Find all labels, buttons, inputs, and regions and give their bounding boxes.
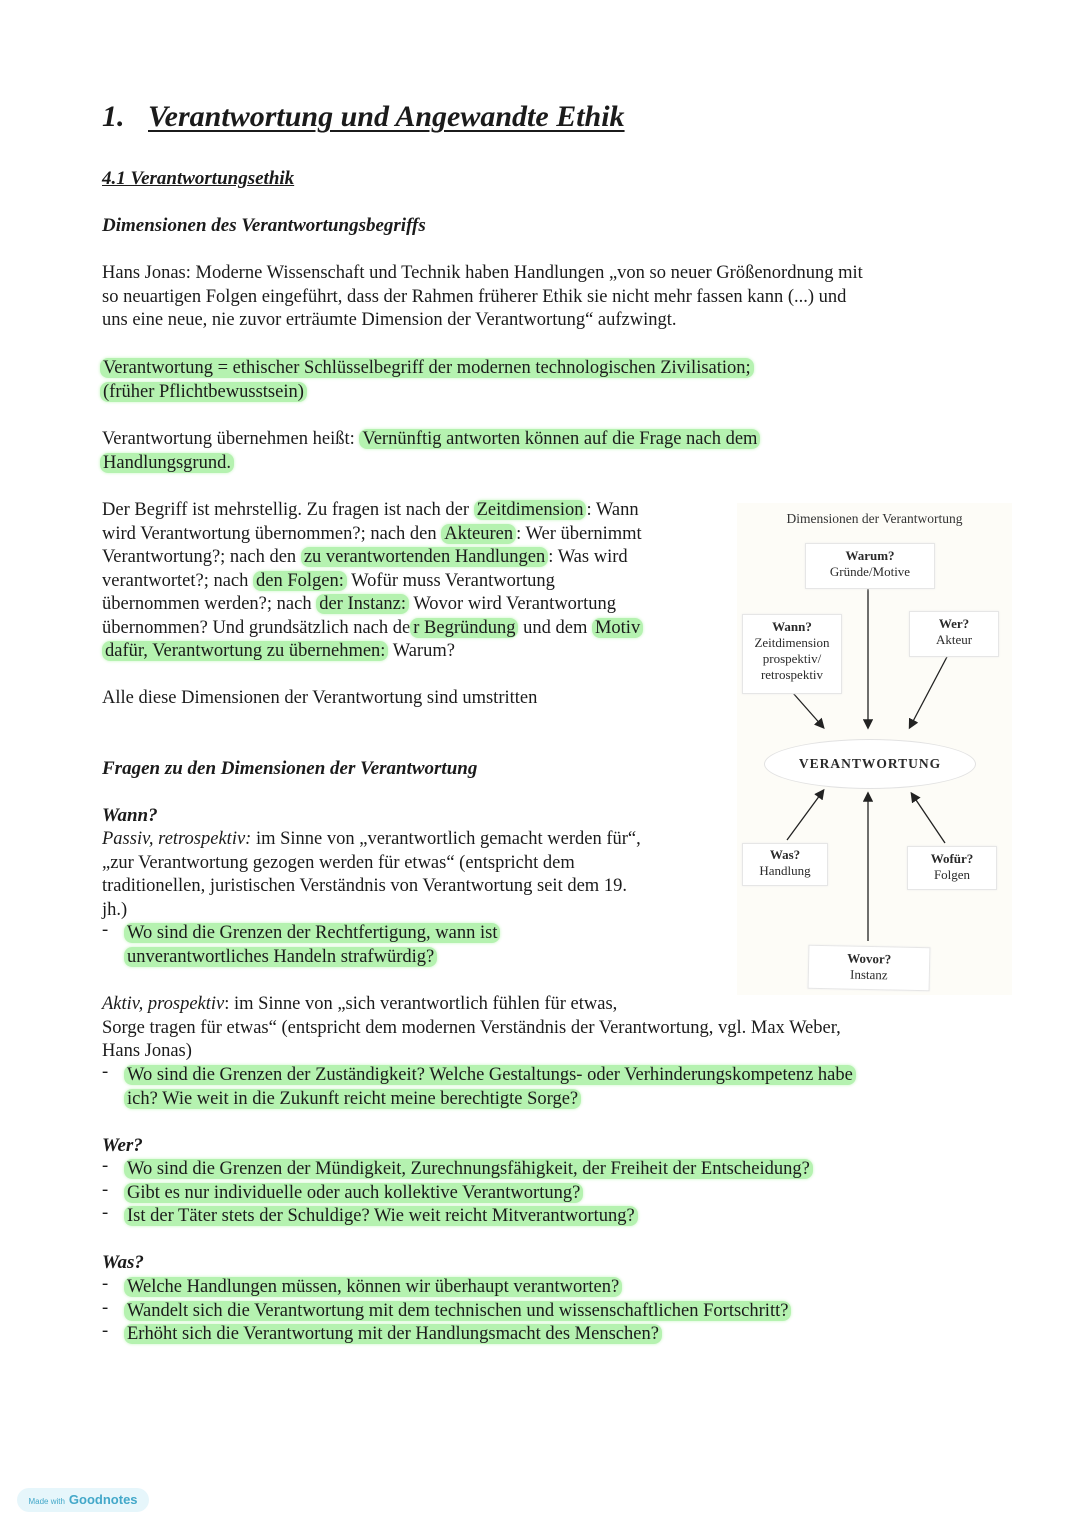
text: Verantwortung?; nach den [102,547,301,567]
diagram-node-wann [742,614,842,694]
node-label: Folgen [933,867,971,882]
highlighted-text: den Folgen: [253,571,347,591]
diagram-node-wofuer [907,846,997,890]
bullet-dash: - [102,1179,109,1200]
text-line: Hans Jonas: Moderne Wissenschaft und Technik haben Handlungen „von so neuer Größenordnung mit [102,263,863,283]
highlighted-text: Erhöht sich die Verantwortung mit der Handlungsmacht des Menschen? [124,1324,662,1344]
node-question: Wovor? [847,950,892,967]
text: : Wann [586,500,639,520]
highlighted-text: Verantwortung = ethischer Schlüsselbegriff der modernen technologischen Zivilisation; [100,358,754,378]
text: Der Begriff ist mehrstellig. Zu fragen ist nach der [102,500,474,520]
highlighted-text: Wo sind die Grenzen der Zuständigkeit? Welche Gestaltungs- oder Verhinderungskompetenz habe [124,1065,856,1085]
highlighted-text: Motiv [592,618,643,638]
list-item [102,1323,791,1347]
chapter-number: 1. [102,100,125,133]
node-question: Warum? [845,548,895,563]
highlighted-text: Zeitdimension [474,500,587,520]
list-item [102,1205,813,1229]
list-item [102,1297,791,1324]
highlighted-text: dafür, Verantwortung zu übernehmen: [102,641,388,661]
text: im Sinne von „verantwortlich gemacht werden für“, [251,829,641,849]
highlighted-text: Wandelt sich die Verantwortung mit dem technischen und wissenschaftlichen Fortschritt? [124,1301,791,1321]
uebernehmen-block [102,428,760,475]
definition-block [100,357,754,404]
diagram-node-warum [805,543,935,589]
text: : Wer übernimmt [516,523,642,544]
brand-label: Goodnotes [68,1492,138,1507]
passiv-paragraph [102,828,641,922]
bullet-dash: - [102,920,109,940]
subsection-title: 4.1 Verantwortungsethik [102,168,295,189]
text-line: traditionellen, juristischen Verständnis von Verantwortung seit dem 19. [102,876,627,896]
chapter-title: Verantwortung und Angewandte Ethik [148,100,625,133]
goodnotes-badge [17,1488,149,1512]
subheading-was: Was? [102,1252,144,1273]
node-label: Akteur [935,632,973,647]
highlighted-text: Wo sind die Grenzen der Mündigkeit, Zurechnungsfähigkeit, der Freiheit der Entscheidung? [124,1159,813,1179]
list-item [102,1179,813,1206]
text: : Was wird [548,547,628,567]
page-title [102,100,625,134]
text: übernommen werden?; nach [102,594,317,614]
bullet-dash: - [102,1297,109,1318]
aktiv-label: Aktiv, prospektiv [102,994,225,1014]
list-item [102,1064,856,1111]
text: Wofür muss Verantwortung [346,570,555,591]
highlighted-text: r Begründung [410,618,518,638]
dimensions-diagram [737,503,1012,995]
highlighted-text: Ist der Täter stets der Schuldige? Wie weit reicht Mitverantwortung? [124,1206,638,1226]
highlighted-text: unverantwortliches Handeln strafwürdig? [124,947,437,967]
highlighted-text: Akteuren [441,524,516,544]
node-question: Was? [769,847,801,862]
aktiv-bullets [102,1064,856,1111]
made-with-label: Made with [28,1497,65,1506]
node-question: Wann? [772,619,812,634]
node-label: prospektiv/ [762,651,822,666]
node-question: Wofür? [930,851,974,866]
highlighted-text: zu verantwortenden Handlungen [301,547,548,567]
bullet-dash: - [102,1274,109,1294]
text-line: so neuartigen Folgen eingeführt, dass der Rahmen früherer Ethik sie nicht mehr fassen kann (...) und [102,286,847,307]
was-bullets [102,1276,791,1347]
diagram-node-was [742,843,828,886]
node-label: Instanz [849,966,888,983]
bullet-dash: - [102,1156,109,1176]
text: wird Verantwortung übernommen?; nach den [102,523,442,544]
bullet-dash: - [102,1062,109,1082]
highlighted-text: Handlungsgrund. [100,453,234,473]
node-label: Zeitdimension [754,635,830,650]
list-item [102,1158,813,1182]
passiv-bullets [102,922,500,969]
diagram-node-wovor [808,945,931,992]
subheading-wer: Wer? [102,1135,143,1156]
subheading-wann: Wann? [102,805,158,826]
highlighted-text: Wo sind die Grenzen der Rechtfertigung, wann ist [124,923,500,943]
text-line: „zur Verantwortung gezogen werden für etwas“ (entspricht dem [102,852,575,873]
highlighted-text: der Instanz: [316,594,409,614]
text-line: Sorge tragen für etwas“ (entspricht dem modernen Verständnis der Verantwortung, vgl. Max Weber, [102,1017,841,1038]
diagram-node-wer [909,611,999,657]
highlighted-text: Gibt es nur individuelle oder auch kollektive Verantwortung? [124,1183,583,1203]
text: Verantwortung übernehmen heißt: [102,429,360,449]
diagram-title: Dimensionen der Verantwortung [786,511,963,526]
bullet-dash: - [102,1203,109,1223]
list-item [102,922,500,969]
text: Wovor wird Verantwortung [409,594,616,614]
bullet-dash: - [102,1321,109,1341]
mehrstellig-paragraph [102,499,643,664]
list-item [102,1276,791,1300]
umstritten-text: Alle diese Dimensionen der Verantwortung sind umstritten [102,688,538,708]
node-label: Handlung [759,863,811,878]
section-heading-fragen: Fragen zu den Dimensionen der Verantwortung [102,758,478,779]
highlighted-text: Vernünftig antworten können auf die Frage nach dem [359,429,760,449]
highlighted-text: Welche Handlungen müssen, können wir überhaupt verantworten? [124,1277,622,1297]
wer-bullets [102,1158,813,1229]
text-line: jh.) [102,899,128,920]
text-line: uns eine neue, nie zuvor erträumte Dimension der Verantwortung“ aufzwingt. [102,310,677,330]
passiv-label: Passiv, retrospektiv: [102,829,252,849]
text-line: Hans Jonas) [102,1041,192,1061]
text: Warum? [388,641,455,661]
diagram-center-verantwortung: VERANTWORTUNG [764,739,976,789]
node-label: retrospektiv [760,667,824,682]
aktiv-paragraph [102,993,841,1064]
highlighted-text: ich? Wie weit in die Zukunft reicht meine berechtigte Sorge? [124,1089,581,1109]
jonas-quote [102,262,863,333]
text: verantwortet?; nach [102,570,254,591]
highlighted-text: (früher Pflichtbewusstsein) [100,382,307,402]
text: übernommen? Und grundsätzlich nach de [102,617,411,638]
text: : im Sinne von „sich verantwortlich fühlen für etwas, [224,994,618,1014]
text: und dem [518,617,592,638]
node-label: Gründe/Motive [829,564,911,579]
section-heading-dimensionen: Dimensionen des Verantwortungsbegriffs [102,215,426,236]
node-question: Wer? [938,616,970,631]
